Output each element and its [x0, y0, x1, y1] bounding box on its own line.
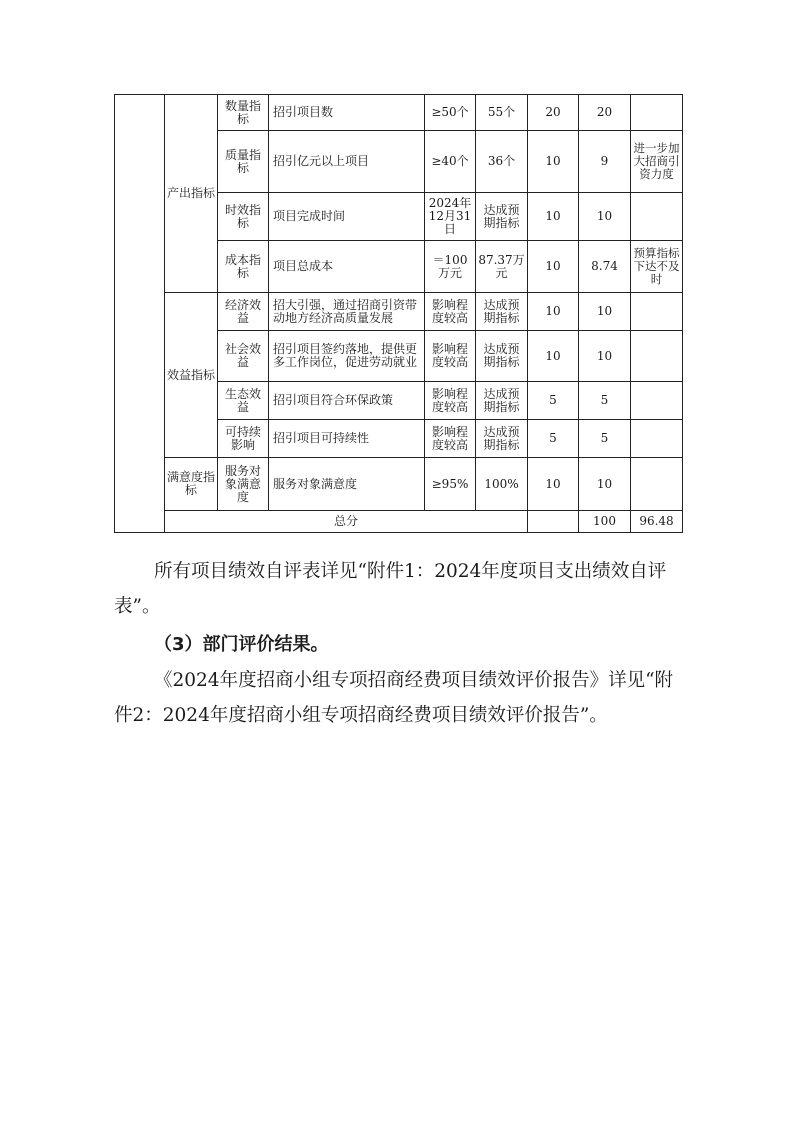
- weight-cell: 10: [528, 331, 579, 382]
- third-level-cell: 数量指标: [218, 95, 269, 131]
- score-cell: 8.74: [579, 241, 631, 293]
- indicator-content-cell: 招引亿元以上项目: [269, 131, 425, 193]
- indicator-content-cell: 招引项目签约落地，提供更多工作岗位，促进劳动就业: [269, 331, 425, 382]
- table-row: [115, 95, 683, 131]
- weight-cell: 5: [528, 382, 579, 420]
- target-value-cell: 影响程度较高: [425, 420, 476, 458]
- total-blank-cell: [528, 511, 579, 533]
- performance-table: [114, 94, 683, 533]
- target-value-cell: 影响程度较高: [425, 382, 476, 420]
- target-value-cell: 影响程度较高: [425, 293, 476, 331]
- table-row: [115, 458, 683, 511]
- third-level-cell: 可持续影响: [218, 420, 269, 458]
- second-level-cell: 效益指标: [165, 293, 218, 458]
- score-cell: 20: [579, 95, 631, 131]
- third-level-cell: 成本指标: [218, 241, 269, 293]
- note-cell: [631, 420, 683, 458]
- target-value-cell: ＝100万元: [425, 241, 476, 293]
- actual-value-cell: 达成预期指标: [476, 293, 528, 331]
- actual-value-cell: 达成预期指标: [476, 331, 528, 382]
- third-level-cell: 经济效益: [218, 293, 269, 331]
- weight-cell: 10: [528, 293, 579, 331]
- weight-cell: 10: [528, 458, 579, 511]
- note-cell: [631, 293, 683, 331]
- indicator-content-cell: 招引项目数: [269, 95, 425, 131]
- third-level-cell: 服务对象满意度: [218, 458, 269, 511]
- note-cell: 进一步加大招商引资力度: [631, 131, 683, 193]
- table-row: [115, 293, 683, 331]
- score-cell: 9: [579, 131, 631, 193]
- indicator-content-cell: 招大引强，通过招商引资带动地方经济高质量发展: [269, 293, 425, 331]
- note-cell: [631, 95, 683, 131]
- actual-value-cell: 87.37万元: [476, 241, 528, 293]
- target-value-cell: 2024年12月31日: [425, 193, 476, 241]
- actual-value-cell: 达成预期指标: [476, 420, 528, 458]
- weight-cell: 5: [528, 420, 579, 458]
- third-level-cell: 社会效益: [218, 331, 269, 382]
- score-cell: 10: [579, 293, 631, 331]
- note-cell: [631, 382, 683, 420]
- total-score-cell: 96.48: [631, 511, 683, 533]
- weight-cell: 10: [528, 131, 579, 193]
- indicator-content-cell: 招引项目符合环保政策: [269, 382, 425, 420]
- attachment-2-paragraph: 《2024年度招商小组专项招商经费项目绩效评价报告》详见“附件2：2024年度招商小组专项招商经费项目绩效评价报告”。: [114, 670, 674, 726]
- weight-cell: 10: [528, 241, 579, 293]
- actual-value-cell: 达成预期指标: [476, 193, 528, 241]
- actual-value-cell: 100%: [476, 458, 528, 511]
- indicator-content-cell: 服务对象满意度: [269, 458, 425, 511]
- target-value-cell: ≥95%: [425, 458, 476, 511]
- actual-value-cell: 55个: [476, 95, 528, 131]
- indicator-content-cell: 招引项目可持续性: [269, 420, 425, 458]
- second-level-cell: 产出指标: [165, 95, 218, 293]
- section-heading: （3）部门评价结果。: [154, 634, 329, 655]
- third-level-cell: 质量指标: [218, 131, 269, 193]
- indicator-content-cell: 项目完成时间: [269, 193, 425, 241]
- score-cell: 5: [579, 420, 631, 458]
- total-label-cell: 总分: [165, 511, 528, 533]
- actual-value-cell: 达成预期指标: [476, 382, 528, 420]
- target-value-cell: ≥40个: [425, 131, 476, 193]
- note-cell: [631, 331, 683, 382]
- score-cell: 10: [579, 458, 631, 511]
- total-row: [115, 511, 683, 533]
- third-level-cell: 时效指标: [218, 193, 269, 241]
- total-weight-cell: 100: [579, 511, 631, 533]
- note-cell: [631, 193, 683, 241]
- score-cell: 10: [579, 193, 631, 241]
- note-cell: 预算指标下达不及时: [631, 241, 683, 293]
- actual-value-cell: 36个: [476, 131, 528, 193]
- target-value-cell: ≥50个: [425, 95, 476, 131]
- indicator-content-cell: 项目总成本: [269, 241, 425, 293]
- score-cell: 5: [579, 382, 631, 420]
- weight-cell: 10: [528, 193, 579, 241]
- score-cell: 10: [579, 331, 631, 382]
- note-cell: [631, 458, 683, 511]
- second-level-cell: 满意度指标: [165, 458, 218, 511]
- third-level-cell: 生态效益: [218, 382, 269, 420]
- attachment-1-paragraph: 所有项目绩效自评表详见“附件1：2024年度项目支出绩效自评表”。: [114, 561, 667, 617]
- target-value-cell: 影响程度较高: [425, 331, 476, 382]
- first-level-blank-cell: [115, 95, 165, 533]
- weight-cell: 20: [528, 95, 579, 131]
